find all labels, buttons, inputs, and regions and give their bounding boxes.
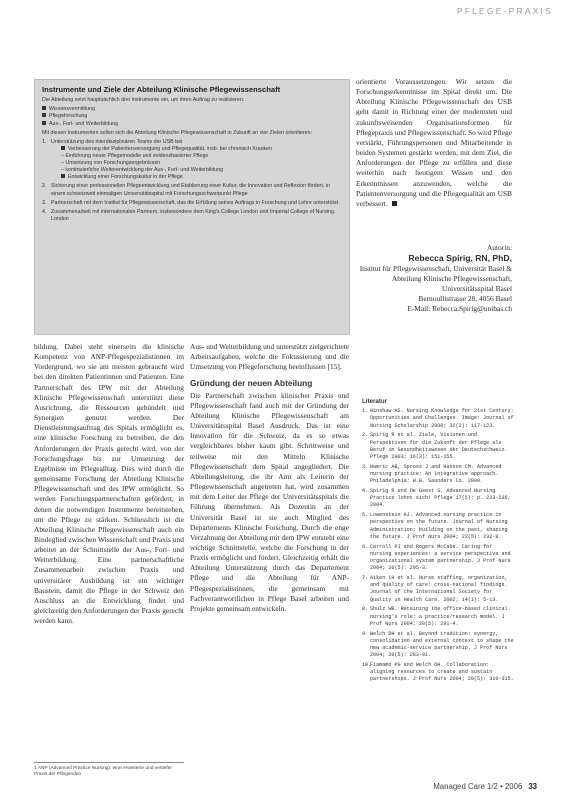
- reference-list: [362, 398, 514, 686]
- goal-subitem: – Einführung neuer Pflegemodelle und evidenzbasierter Pflege: [61, 153, 209, 160]
- author-address: Bernoullistrasse 28, 4056 Basel: [418, 293, 512, 303]
- bullet-square-icon: [61, 146, 65, 150]
- author-label: Autorin:: [486, 243, 512, 252]
- instrument-item: Pflegeforschung: [42, 113, 342, 120]
- reference-item: 2. Spirig R et al. Ziele, Visionen und Perspektiven für die Zukunft der Pflege als Beruf im Gesundheitswesen der Deutschschweiz. Pflege 2003; 16(3): 151-155.: [362, 432, 508, 461]
- bullet-square-icon: [61, 174, 65, 178]
- box-intro: Die Abteilung setzt hauptsächlich drei Instrumente ein, um ihren Auftrag zu realisieren:: [42, 97, 245, 103]
- reference-item: 3. Hamric AB, Spross J and Hanson CM. Advanced nursing practice: An integrative approach. Philadelphia: W.B. Saunders Co. 2000.: [362, 463, 502, 485]
- reference-item: 8. Shulz WB. Retaining the office-based clinical nursing's role: a practice/research model. J Prof Nurs 2004; 20(5): 291-4.: [362, 606, 508, 627]
- section-heading: Gründung der neuen Abteilung: [190, 378, 313, 389]
- body-paragraph: Aus- und Weiterbildung und unterstützt zielgerichtete Arbeitsaufgaben, welche die Fokussierung und die Umsetzung von Pflegeforschung beeinflussen [15].: [190, 342, 349, 372]
- reference-item: 7. Aiken LH et al. Nurse staffing, organization, and quality of care: cross-national findings. Journal of the International Society for Quality in Health Care. 2002; 14(1): 5-13.: [362, 575, 508, 603]
- reference-item: 5. Lowenstein AJ. Advanced nursing practice in perspective on the future. Journal of Nursing Administration; building on the past, shaping the future. J Prof Nurs 2004; 22(5): 232-8.: [362, 512, 508, 540]
- reference-item: 9. Welch DH et al. Beyond tradition: synergy, consolidation and external context to shape the new academic-service partnership. J Prof Nurs 2004; 20(5): 283-91.: [362, 630, 514, 659]
- info-box: [34, 79, 350, 335]
- goal-subitem: Entwicklung einer Forschungskultur in der Pflege: [61, 174, 272, 181]
- reference-item: 1. Hinshaw AS. Nursing Knowledge for 21st Century: Opportunities and Challenges. Image: Journal of Nursing Scholarship 2000; 32(2): 117-123.: [362, 408, 514, 429]
- body-paragraph: bildung. Dabei steht einerseits die klinische Kompetenz von ANP-Pflegespezialistinnen im Vordergrund, wo sie am meisten gebraucht wird bei den direkten Patientinnen und Patienten. Eine Partnerschaft des IPW mit der Abteilung Klinische Pflegewissenschaft unterstützt diese Ausrichtung, die Ressourcen gebündelt und Synergien genutzt werden. Der Dienstleistungsauftrag des Spitals ermöglicht es, eine klinische Forschung zu betreiben, die den Anforderungen der Praxis gerecht wird, von der Forschungsfrage bis zur Umsetzung der Ergebnisse im Pflegealltag. Dies wird durch die gemeinsame Forschung der Abteilung Klinische Pflegewissenschaft und des IPW ermöglicht. So werden Forschungspartnerschaften gefördert, in denen die notwendigen Instrumente bereitstehen, um die Pflege zu stärken. Schliesslich ist die Abteilung Klinische Pflegewissenschaft auch ein Bindeglied zwischen Wissenschaft und Praxis und arbeitet an der Schnittstelle der Aus-, Fort- und Weiterbildung. Eine partnerschaftliche Zusammenarbeit zwischen Praxis und universitärer Ausbildung ist ein wichtiger Baustein, damit die Pflege in der Schweiz den Anschluss an die Entwicklung findet und gleichzeitig den Anforderungen der Praxis gerecht werden kann.: [34, 342, 184, 626]
- reference-item: 6. Carroll PJ and Rogers McCabe. Caring for nursing experiences: a service perspective and organizational system partnership. J Prof Nurs 2004; 20(5): 295-3.: [362, 543, 511, 572]
- goal-item: 1. Unterstützung des interdisziplinären Teams der USB bei Verbesserung der Patientenversorgung und Pflegequalität, insb. bei chronisch Kranken – Einführung neuer Pflegemodelle und evidenzbasierter Pflege – Umsetzung von Forschungsergebnissen – kontinuierliche Weiterentwicklung der Aus-, Fort- und Weiterbildung Entwicklung einer Forschungskultur in der Pflege: [42, 138, 273, 181]
- page-footer: [433, 782, 537, 791]
- author-block: [356, 243, 512, 313]
- journal-issue: Managed Care 1/2 • 2006: [433, 782, 523, 791]
- author-affiliation: Institut für Pflegewissenschaft, Universität Basel & Abteilung Klinische Pflegewissenschaft, Universitätsspital Basel: [359, 263, 512, 293]
- bullet-square-icon: [42, 121, 46, 125]
- body-column-3: [356, 77, 512, 209]
- section-tag: PFLEGE-PRAXIS: [456, 6, 553, 16]
- box-goals-intro: Mit diesen Instrumenten sollen sich die Abteilung Klinische Pflegewissenschaft in Zukunft an vier Zielen orientieren:: [42, 129, 312, 136]
- box-title: Instrumente und Ziele der Abteilung Klinische Pflegewissenschaft: [42, 85, 281, 94]
- goal-subitem: Verbesserung der Patientenversorgung und Pflegequalität, insb. bei chronisch Kranken: [61, 146, 272, 153]
- instrument-list: [42, 106, 342, 128]
- body-paragraph: orientierte Voraussetzungen. Wir setzen die Forschungserkenntnisse im Spital direkt um. Die Abteilung Klinische Pflegewissenschaft des USB geht damit in Richtung einer der modernsten und zukunftsweisenden Organisationsformen für Pflegepraxis und Pflegewissenschaft. So wird Pflege verstärkt, Führungspersonen und Mitarbeitende in beiden Systemen gestärkt werden, mit dem Ziel, die Anforderungen der Pflege zu erfüllen und diese weiterhin nach heutigem Wissen und den Erkenntnissen anzuwenden, welche die Patientenversorgung und die Pflegequalität am USB verbessert.: [356, 77, 512, 208]
- instrument-item: Aus-, Fort- und Weiterbildung: [42, 121, 342, 128]
- bullet-square-icon: [42, 106, 46, 110]
- page-number: 33: [528, 782, 537, 791]
- instrument-item: Wissensvermittlung: [42, 106, 342, 113]
- goal-subitem: – kontinuierliche Weiterentwicklung der Aus-, Fort- und Weiterbildung: [61, 167, 224, 174]
- goal-item: 2. Sicherung einer professionellen Pflegeentwicklung und Etablierung einer Kultur, die Innovation und Reflexion fördert, in einem schweizweit einmaligen Universitätsspital mit Forschungsschwerpunkt Pflege: [42, 183, 330, 197]
- goal-subitem: – Umsetzung von Forschungsergebnissen: [61, 160, 161, 167]
- author-name: Rebecca Spirig, RN, PhD,: [408, 252, 512, 263]
- goal-item: 3. Partnerschaft mit dem Institut für Pflegewissenschaft, das die Erfüllung seines Auftrags in Forschung und Lehre unterstützt: [42, 199, 339, 206]
- author-email[interactable]: E-Mail: Rebecca.Spirig@unibas.ch: [407, 303, 512, 313]
- body-paragraph: Die Partnerschaft zwischen klinischer Praxis und Pflegewissenschaft fand auch mit der Gründung der Abteilung Klinische Pflegewissenschaft am Universitätsspital Basel Ausdruck. Das ist eine Innovation für die Schweiz, da es so etwas vergleichbares bisher kaum gibt. Schrittweise und teilweise mit den Mitteln Klinische Pflegewissenschaft dem Spital angegliedert. Die Abteilungsleitung, die ihr Amt als Leiterin der Pflegewissenschaft angetreten hat, wird zusammen mit dem Leiter der Pflege der Universitätsspitals die Führung übernehmen. Als Dozentin an der Universität Basel ist sie auch Mitglied des Departements Klinische Forschung. Durch die enge Verzahnung der Abteilung mit dem IPW entsteht eine wichtige Schnittstelle, welche die Forschung in der Praxis ermöglicht und fördert. Gleichzeitig erhält die Abteilung Unterstützung durch das Departement Pflege und die Abteilung für ANP-Pflegespezialistinnen, die gemeinsam mit Fachverantwortlichen in Pflege Basel arbeiten und Projekte gemeinsam entwickeln.: [190, 390, 349, 613]
- reference-item: 10. Fiamamo PG and Welch DH. Collaboration: aligning resources to create and sustain partnerships. J Prof Nurs 2004; 20(5): 310-315.: [362, 662, 514, 683]
- bullet-square-icon: [42, 113, 46, 117]
- body-column-1: [34, 342, 184, 626]
- body-column-2: [190, 342, 349, 614]
- goal-item: 4. Zusammenarbeit mit internationalen Partnern, insbesondere dem King's College London und Imperial College of Nursing, London: [42, 208, 336, 222]
- footnote: 1 ANP (Advanced Practice Nursing): eine erweiterte und vertiefte Praxis der Pflegenden: [34, 762, 184, 778]
- end-of-article-icon: [392, 201, 397, 206]
- reference-item: 4. Spirig R und De Geest S. Advanced Nursing Practice lohnt sich! Pflege 17(5): p. 233-236, 2004.: [362, 488, 511, 509]
- references-heading: Literatur: [362, 398, 388, 405]
